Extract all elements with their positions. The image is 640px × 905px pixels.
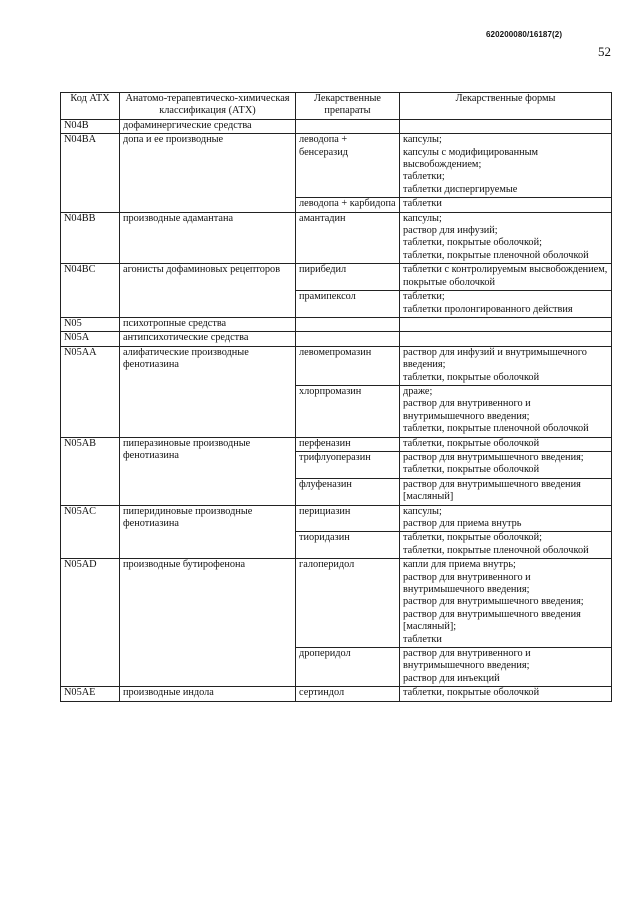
atx-classification-cell: психотропные средства: [120, 317, 296, 331]
atx-classification-cell: пиперидиновые производные фенотиазина: [120, 505, 296, 559]
dosage-form-item: капсулы;: [403, 212, 442, 224]
dosage-form-item: раствор для внутривенного и внутримышечного введения;: [403, 648, 531, 672]
dosage-form-item: таблетки: [403, 633, 442, 645]
dosage-forms-cell: [400, 451, 612, 478]
column-header-drugs: Лекарственные препараты: [296, 93, 400, 120]
dosage-form-item: таблетки, покрытые оболочкой: [403, 464, 540, 476]
dosage-form-item: драже;: [403, 385, 433, 397]
table-header-row: [61, 93, 612, 120]
dosage-form-item: таблетки с контролируемым высвобождением, покрытые оболочкой: [403, 264, 608, 288]
atx-classification-cell: пиперазиновые производные фенотиазина: [120, 437, 296, 505]
dosage-form-item: раствор для внутримышечного введения;: [403, 596, 584, 608]
column-header-classification: Анатомо-терапевтическо-химическая классификация (АТХ): [120, 93, 296, 120]
drug-name-cell: пирибедил: [296, 264, 400, 291]
dosage-forms-cell: [400, 437, 612, 451]
dosage-form-item: таблетки, покрытые оболочкой: [403, 437, 540, 449]
dosage-form-item: таблетки;: [403, 291, 445, 303]
drug-name-cell: галоперидол: [296, 559, 400, 648]
drug-name-cell: тиоридазин: [296, 532, 400, 559]
dosage-form-item: раствор для приема внутрь: [403, 518, 522, 529]
dosage-forms-cell: [400, 317, 612, 331]
dosage-form-item: раствор для внутримышечного введения [масляный]: [403, 478, 581, 503]
dosage-forms-cell: [400, 264, 612, 291]
table-row: [61, 559, 612, 648]
dosage-form-item: таблетки диспергируемые: [403, 183, 518, 195]
dosage-forms-cell: [400, 687, 612, 701]
atx-classification-cell: агонисты дофаминовых рецепторов: [120, 264, 296, 318]
table-row: [61, 264, 612, 291]
dosage-forms-cell: [400, 648, 612, 687]
dosage-forms-cell: [400, 532, 612, 559]
atx-classification-cell: производные бутирофенона: [120, 559, 296, 687]
dosage-form-item: таблетки, покрытые оболочкой: [403, 371, 540, 383]
table-row: [61, 317, 612, 331]
dosage-form-item: капсулы с модифицированным высвобождением;: [403, 146, 539, 171]
drug-name-cell: перициазин: [296, 505, 400, 532]
drug-name-cell: амантадин: [296, 212, 400, 264]
drug-name-cell: леводопа + бенсеразид: [296, 134, 400, 198]
page-number: 52: [598, 44, 611, 59]
dosage-forms-cell: [400, 291, 612, 318]
dosage-form-item: таблетки, покрытые оболочкой;: [403, 237, 542, 249]
dosage-form-item: раствор для внутривенного и внутримышечного введения;: [403, 398, 531, 422]
dosage-form-item: таблетки;: [403, 171, 445, 183]
drug-name-cell: прамипексол: [296, 291, 400, 318]
table-row: [61, 332, 612, 346]
table-row: [61, 437, 612, 451]
dosage-form-item: таблетки, покрытые пленочной оболочкой: [403, 249, 589, 261]
atx-code-cell: N04BC: [61, 264, 120, 318]
table-row: [61, 119, 612, 133]
dosage-forms-cell: [400, 385, 612, 437]
atx-classification-cell: алифатические производные фенотиазина: [120, 346, 296, 437]
drug-name-cell: леводопа + карбидопа: [296, 198, 400, 212]
table-row: [61, 687, 612, 701]
dosage-forms-cell: [400, 559, 612, 648]
dosage-form-item: таблетки, покрытые пленочной оболочкой: [403, 544, 589, 556]
dosage-form-item: капсулы;: [403, 505, 442, 517]
drug-name-cell: [296, 317, 400, 331]
drug-name-cell: левомепромазин: [296, 346, 400, 385]
atx-classification-cell: антипсихотические средства: [120, 332, 296, 346]
dosage-form-item: раствор для инъекций: [403, 672, 500, 684]
atx-code-cell: N05AB: [61, 437, 120, 505]
drug-name-cell: [296, 119, 400, 133]
dosage-forms-cell: [400, 212, 612, 264]
drug-name-cell: перфеназин: [296, 437, 400, 451]
drug-name-cell: дроперидол: [296, 648, 400, 687]
dosage-forms-cell: [400, 332, 612, 346]
atx-code-cell: N05AA: [61, 346, 120, 437]
drug-name-cell: сертиндол: [296, 687, 400, 701]
atx-code-cell: N04BA: [61, 134, 120, 212]
atx-code-cell: N05AC: [61, 505, 120, 559]
table-row: [61, 346, 612, 385]
drug-name-cell: [296, 332, 400, 346]
dosage-form-item: раствор для внутривенного и внутримышечного введения;: [403, 571, 531, 596]
atx-code-cell: N05: [61, 317, 120, 331]
dosage-form-item: раствор для внутримышечного введения;: [403, 451, 584, 463]
atx-code-cell: N05AE: [61, 687, 120, 701]
dosage-form-item: таблетки, покрытые оболочкой: [403, 687, 540, 699]
table-row: [61, 134, 612, 198]
dosage-form-item: таблетки, покрытые пленочной оболочкой: [403, 423, 589, 435]
dosage-form-item: капли для приема внутрь;: [403, 559, 516, 571]
atx-classification-cell: допа и ее производные: [120, 134, 296, 212]
dosage-form-item: таблетки: [403, 198, 442, 210]
document-id: 620200080/16187(2): [486, 30, 563, 39]
table-row: [61, 505, 612, 532]
atx-code-cell: N04B: [61, 119, 120, 133]
atx-classification-cell: производные индола: [120, 687, 296, 701]
dosage-forms-cell: [400, 134, 612, 198]
dosage-forms-cell: [400, 119, 612, 133]
drug-name-cell: трифлуоперазин: [296, 451, 400, 478]
dosage-form-item: таблетки пролонгированного действия: [403, 303, 573, 315]
atx-classification-cell: производные адамантана: [120, 212, 296, 264]
atx-code-cell: N05A: [61, 332, 120, 346]
dosage-form-item: раствор для инфузий и внутримышечного введения;: [403, 346, 587, 371]
atx-table: [60, 92, 612, 702]
drug-name-cell: флуфеназин: [296, 478, 400, 505]
dosage-form-item: раствор для инфузий;: [403, 225, 498, 237]
column-header-code: Код АТХ: [61, 93, 120, 120]
dosage-form-item: капсулы;: [403, 134, 442, 146]
dosage-forms-cell: [400, 505, 612, 532]
atx-classification-cell: дофаминергические средства: [120, 119, 296, 133]
dosage-forms-cell: [400, 346, 612, 385]
dosage-form-item: раствор для внутримышечного введения [масляный];: [403, 608, 581, 633]
dosage-forms-cell: [400, 198, 612, 212]
drug-name-cell: хлорпромазин: [296, 385, 400, 437]
table-row: [61, 212, 612, 264]
atx-code-cell: N04BB: [61, 212, 120, 264]
atx-code-cell: N05AD: [61, 559, 120, 687]
table-body: [61, 119, 612, 701]
column-header-forms: Лекарственные формы: [400, 93, 612, 120]
dosage-forms-cell: [400, 478, 612, 505]
dosage-form-item: таблетки, покрытые оболочкой;: [403, 532, 542, 544]
